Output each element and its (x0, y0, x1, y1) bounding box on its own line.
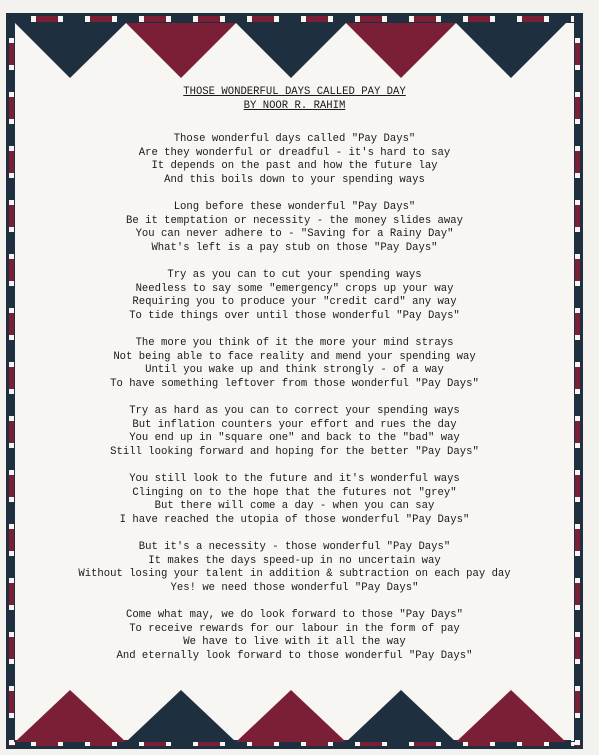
poem-line: Without losing your talent in addition & subtraction on each pay day (78, 568, 511, 581)
poem-line: I have reached the utopia of those wonderful "Pay Days" (119, 513, 470, 526)
poem-line: Yes! we need those wonderful "Pay Days" (170, 581, 419, 594)
poem-body (22, 86, 567, 677)
poem-line: And eternally look forward to those wonderful "Pay Days" (116, 649, 473, 662)
poem-line: What's left is a pay stub on those "Pay Days" (151, 241, 438, 254)
top-triangle-1 (15, 23, 126, 78)
stanza-1 (22, 133, 567, 187)
poem-line: Those wonderful days called "Pay Days" (173, 133, 416, 146)
stanza-4 (22, 337, 567, 391)
bottom-triangle-3 (236, 690, 346, 742)
poem-line: You still look to the future and it's wonderful ways (129, 473, 460, 486)
poem-line: You can never adhere to - "Saving for a Rainy Day" (135, 228, 454, 241)
stanza-2 (22, 201, 567, 255)
poem-line: Not being able to face reality and mend your spending way (113, 350, 476, 363)
poem-line: Come what may, we do look forward to those "Pay Days" (126, 608, 463, 621)
poem-line: But it's a necessity - those wonderful "Pay Days" (138, 541, 451, 553)
poem-line: To tide things over until those wonderful "Pay Days" (129, 309, 460, 322)
poem-title: THOSE WONDERFUL DAYS CALLED PAY DAY (183, 86, 406, 98)
poem-line: Requiring you to produce your "credit card" any way (132, 296, 457, 309)
top-triangles (15, 23, 566, 78)
poem-line: Needless to say some "emergency" crops up your way (135, 282, 454, 295)
poem-line: Try as you can to cut your spending ways (167, 269, 422, 282)
poem-line: Are they wonderful or dreadful - it's hard to say (138, 146, 451, 159)
stanza-8 (22, 609, 567, 663)
poem-line: Still looking forward and hoping for the better "Pay Days" (110, 445, 479, 458)
poem-line: And this boils down to your spending ways (164, 173, 425, 186)
poem-line: Try as hard as you can to correct your spending ways (129, 405, 460, 418)
poem-line: The more you think of it the more your mind strays (135, 337, 454, 350)
bottom-triangle-2 (126, 690, 236, 742)
poem-line: But there will come a day - when you can say (154, 500, 435, 513)
stanza-7 (22, 541, 567, 595)
poem-line: It makes the days speed-up in no uncertain way (148, 554, 441, 567)
poem-line: You end up in "square one" and back to the "bad" way (129, 432, 460, 445)
poem-line: We have to live with it all the way (183, 636, 406, 649)
title-block (22, 86, 567, 113)
top-triangle-5 (456, 23, 566, 78)
poem-line: Be it temptation or necessity - the money slides away (126, 214, 463, 227)
top-triangle-4 (346, 23, 456, 78)
poem-line: Until you wake up and think strongly - of a way (145, 364, 444, 377)
poem-line: But inflation counters your effort and rues the day (132, 418, 457, 431)
bottom-triangle-4 (346, 690, 456, 742)
poem-line: Long before these wonderful "Pay Days" (173, 201, 416, 214)
top-triangle-2 (126, 23, 236, 78)
stanza-6 (22, 473, 567, 527)
stanza-5 (22, 405, 567, 459)
poem-line: Clinging on to the hope that the futures not "grey" (132, 486, 457, 499)
bottom-triangles (15, 690, 566, 742)
stanza-3 (22, 269, 567, 323)
top-triangle-3 (236, 23, 346, 78)
poem-byline: BY NOOR R. RAHIM (243, 99, 346, 112)
bottom-triangle-5 (456, 690, 566, 742)
poem-line: It depends on the past and how the future lay (151, 160, 438, 173)
poem-line: To have something leftover from those wonderful "Pay Days" (110, 377, 479, 390)
bottom-triangle-1 (15, 690, 126, 742)
poem-line: To receive rewards for our labour in the form of pay (129, 622, 460, 635)
